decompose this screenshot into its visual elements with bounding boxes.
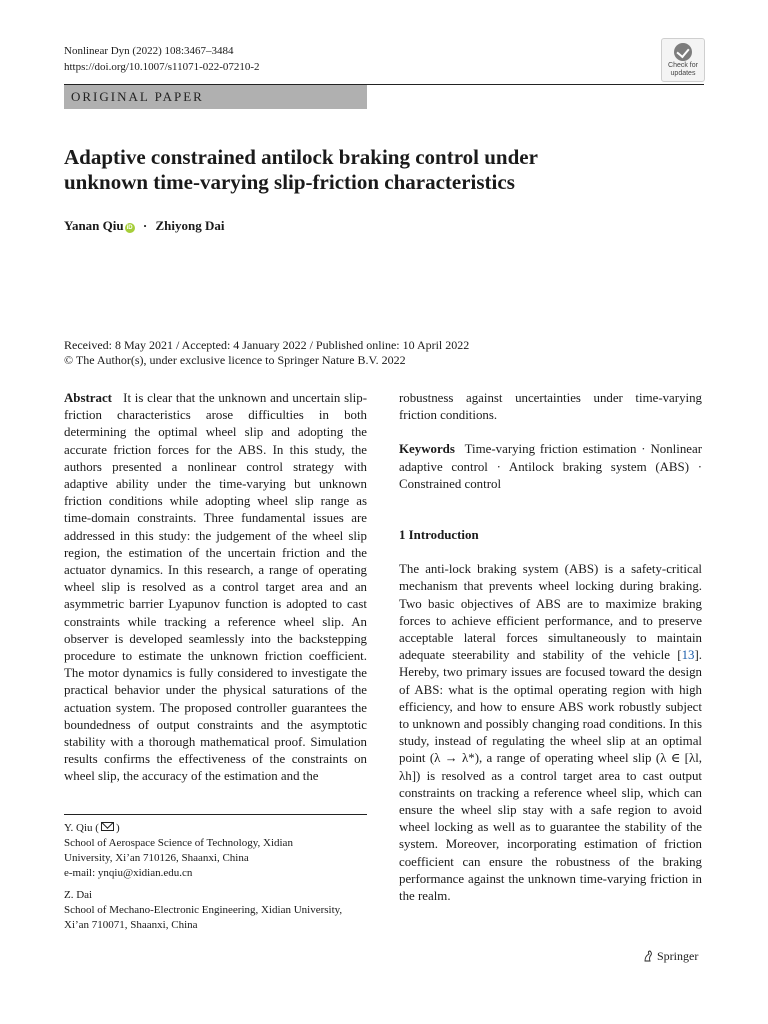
- keywords-text: Time-varying friction estimation · Nonlinear adaptive control · Antilock braking system (ABS) · Constrained control: [399, 442, 702, 491]
- footnote-email[interactable]: e-mail: ynqiu@xidian.edu.cn: [64, 867, 193, 879]
- abstract-section: [64, 390, 367, 786]
- abstract-label: Abstract: [64, 391, 112, 405]
- abstract-text: It is clear that the unknown and uncertain slip-friction characteristics arose difficulties in both determining the optimal wheel slip and adopting the accurate friction forces for the ABS. In this study, the authors presented a nonlinear control strategy with adaptive ability under the time-varying but unknown friction conditions while adopting wheel slip range as time-domain constraints. Three fundamental issues are addressed in this study: the judgement of the wheel slip region, the estimation of the uncertain friction and the actuator dynamics. In this research, a range of operating wheel slip is resolved as a control target area and an asymmetric barrier Lyapunov function is adopted to cast constraints while tracking a reference wheel slip. An observer is developed seamlessly into the backstepping procedure to estimate the unknown friction coefficient. The motor dynamics is fully considered to investigate the practical behavior under the physical saturations of the actuation system. The proposed controller guarantees the boundedness of output constraints and the asymptotic stability with a thorough mathematical proof. Simulation results confirms the effectiveness of the constraints on wheel slip, the accuracy of the estimation and the: [64, 391, 368, 784]
- publisher-logo: [643, 948, 698, 964]
- abstract-continuation: robustness against uncertainties under time-varying friction conditions.: [399, 391, 702, 423]
- copyright-line: © The Author(s), under exclusive licence to Springer Nature B.V. 2022: [64, 353, 406, 367]
- introduction-heading: 1 Introduction: [399, 528, 479, 543]
- journal-citation: Nonlinear Dyn (2022) 108:3467–3484: [64, 45, 234, 57]
- title-line-1: Adaptive constrained antilock braking control under: [64, 145, 538, 169]
- orcid-icon[interactable]: iD: [126, 225, 133, 231]
- badge-label-line2: updates: [670, 70, 696, 77]
- publisher-name: Springer: [657, 949, 699, 963]
- check-for-updates-badge[interactable]: [661, 38, 705, 82]
- author-name[interactable]: Zhiyong Dai: [155, 218, 225, 233]
- springer-horse-icon: [643, 950, 653, 962]
- right-column: [399, 390, 702, 905]
- author-separator: ·: [142, 218, 148, 233]
- keywords-paragraph: [399, 441, 702, 493]
- footnote-divider: [64, 814, 367, 815]
- publication-dates: [64, 338, 469, 368]
- footnote-affiliation: Xi’an 710071, Shaanxi, China: [64, 919, 198, 931]
- doi-link[interactable]: https://doi.org/10.1007/s11071-022-07210-2: [64, 61, 260, 73]
- dates-line: Received: 8 May 2021 / Accepted: 4 January 2022 / Published online: 10 April 2022: [64, 338, 470, 352]
- author-name[interactable]: Yanan Qiu: [64, 218, 124, 233]
- author-list: [64, 217, 224, 235]
- footnote-affiliation: School of Aerospace Science of Technology, Xidian: [64, 837, 293, 849]
- title-line-2: unknown time-varying slip-friction characteristics: [64, 170, 515, 194]
- envelope-icon[interactable]: [101, 822, 114, 831]
- introduction-paragraph: The anti-lock braking system (ABS) is a safety-critical mechanism that prevents wheel locking during braking. Two basic objectives of ABS are to maximize braking forces to achieve efficient performance, and to preserve acceptable lateral forces simultaneously to maintain adequate steerability and stability of the vehicle [13]. Hereby, two primary issues are focused toward the design of ABS: what is the optimal operating region with high efficiency, and how to ensure ABS work robustly subject to unknown and possibly changing road conditions. In this study, instead of regulating the wheel slip at an optimal point (λ → λ*), a range of operating wheel slip (λ ∈ [λl, λh]) is resolved as a control target area to cast output constraints on tracking a reference wheel slip, which can ensure the wheel slip stay with a safe region to avoid wheel locking as well as to guarantee the stability of the system. Moreover, incorporating estimation of friction coefficient can ensure the robustness of the braking performance against the unknown time-varying friction in the realm.: [399, 562, 702, 904]
- abstract-paragraph: [64, 390, 367, 786]
- footnote-affiliation: School of Mechano-Electronic Engineering, Xidian University,: [64, 904, 343, 916]
- footnote-author-name: Z. Dai: [64, 889, 93, 901]
- keywords-label: Keywords: [399, 442, 455, 457]
- badge-label-line1: Check for: [668, 62, 698, 69]
- author-footnotes: Y. Qiu ( ) School of Aerospace Science of Technology, Xidian University, Xi’an 710126, Shaanxi, China e-mail: ynqiu@xidian.edu.cn Z. Dai School of Mechano-Electronic Engineering, Xidian University, Xi’an 710071, Shaanxi, China: [64, 821, 367, 933]
- footnote-author-name: Y. Qiu: [64, 822, 93, 834]
- article-type-banner: ORIGINAL PAPER: [64, 85, 367, 109]
- citation-link[interactable]: 13: [681, 648, 695, 663]
- journal-header: [64, 43, 260, 75]
- paper-title: [64, 145, 704, 195]
- footnote-affiliation: University, Xi’an 710126, Shaanxi, China: [64, 852, 249, 864]
- check-mark-icon: [674, 43, 692, 61]
